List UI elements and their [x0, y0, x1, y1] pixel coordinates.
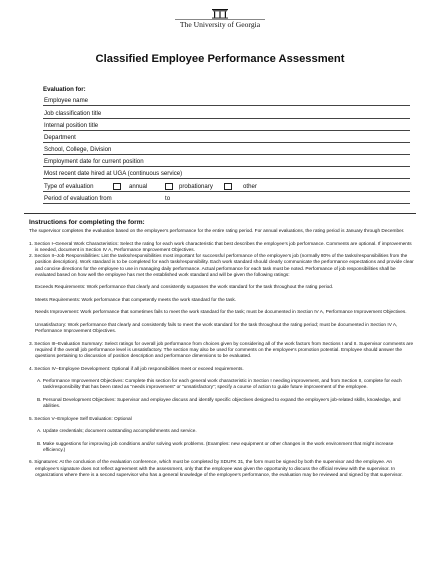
- period-to-label: to: [165, 195, 171, 202]
- school-college-label: School, College, Division: [44, 146, 112, 153]
- annual-checkbox[interactable]: [113, 183, 121, 190]
- instruction-section-1: 1. Section I–General Work Characteristics: Select the rating for each work characteristic that best describes the employee’s job performance. Comments are optional. If improvements is needed, document in Section IV A, Performance Improvement Objectives.: [29, 241, 412, 253]
- instruction-section-5b: B. Make suggestions for improving job conditions and/or solving work problems. (Examples: new equipment or other changes in the work environment that might increase efficiency.): [37, 441, 394, 453]
- other-option-label: other: [243, 183, 257, 190]
- instruction-section-2: 2. Section II–Job Responsibilities: List the tasks/responsibilities most important for successful performance of the employee’s job (normally 80% of the tasks/responsibilities from the position description). Work standard is to be completed for each task/responsibility. Each work standard should clearly communicate the performance expectations and provide clear and concise directions for the employee to use in managing daily performance. Actual performance for each task must be noted. Performance of job responsibilities shall be evaluated based on how well the employee has met the established work standard and will be given the following ratings:: [29, 254, 414, 278]
- hire-date-field[interactable]: [43, 178, 410, 179]
- other-checkbox[interactable]: [224, 183, 232, 190]
- hire-date-label: Most recent date hired at UGA (continuous service): [44, 170, 183, 177]
- job-classification-field[interactable]: [43, 118, 410, 119]
- instruction-section-5a: A. Update credentials; document outstanding accomplishments and service.: [37, 429, 197, 434]
- department-field[interactable]: [43, 142, 410, 143]
- internal-position-field[interactable]: [43, 130, 410, 131]
- period-field[interactable]: [43, 203, 410, 204]
- period-from-label: Period of evaluation from: [44, 195, 112, 202]
- instruction-section-4a: A. Performance Improvement Objectives: Complete this section for each general work characteristic in Section I needing improvement, and from Section II, complete for each task/responsibility that has been rated as “needs improvement” or “unsatisfactory”; specify a course of action to guide future improvement of the employee.: [37, 379, 402, 391]
- instruction-section-3: 3. Section III–Evaluation Summary: Select ratings for overall job performance from choices given by considering all of the work factors from Sections I and II. Supervisor comments are required if the overall job performance level is unsatisfactory. The section may also be used for comments on the employee’s promotion potential. Employee should answer the questions pertaining to discussion of position description and performance dimensions to be evaluated.: [29, 341, 414, 359]
- instructions-intro: The supervisor completes the evaluation based on the employee’s performance for the entire rating period. For annual evaluations, the rating period is January through December.: [29, 229, 405, 234]
- university-logo: [172, 8, 268, 30]
- probationary-checkbox[interactable]: [165, 183, 173, 190]
- annual-option-label: annual: [129, 183, 148, 190]
- instructions-heading: Instructions for completing the form:: [29, 219, 145, 226]
- page-title: Classified Employee Performance Assessment: [95, 53, 345, 65]
- department-label: Department: [44, 134, 76, 141]
- rating-unsatisfactory: Unsatisfactory: Work performance that clearly and consistently fails to meet the work standard for the task throughout the rating period; must be documented in Section IV A, Performance Improvement Objectives.: [35, 322, 398, 334]
- internal-position-label: Internal position title: [44, 122, 99, 129]
- evaluation-for-label: Evaluation for:: [43, 86, 86, 93]
- rating-exceeds: Exceeds Requirements: Work performance that clearly and consistently surpasses the work standard for the task throughout the rating period.: [35, 285, 334, 291]
- school-college-field[interactable]: [43, 154, 410, 155]
- evaluation-type-rule: [43, 191, 410, 192]
- university-name: The University of Georgia: [179, 20, 261, 29]
- instructions-body: [29, 229, 414, 479]
- employment-date-field[interactable]: [43, 166, 410, 167]
- employee-name-label: Employee name: [44, 97, 89, 104]
- instruction-section-4: 4. Section IV–Employee Development: Optional if all job responsibilities meet or exceed requirements.: [29, 366, 244, 372]
- employee-name-field[interactable]: [43, 105, 410, 106]
- probationary-option-label: probationary: [179, 183, 213, 190]
- rating-meets: Meets Requirements: Work performance that competently meets the work standard for the task.: [35, 297, 237, 303]
- instruction-section-6: 6. Signatures: At the conclusion of the evaluation conference, which must be completed by SDUFK 31, the form must be signed by both the supervisor and the employee. An employee’s signature does not reflect agreement with the assessment, only that the employee was given the opportunity to discuss the official review with the supervisor. In organizations where there is a second supervisor who has a general knowledge of the employee’s performance, the evaluation may be reviewed and signed by that supervisor.: [29, 460, 403, 478]
- section-divider: [24, 213, 416, 214]
- rating-needs-improvement: Needs Improvement: Work performance that sometimes fails to meet the work standard for the task; must be documented in Section IV A, Performance Improvement Objectives.: [35, 310, 407, 316]
- job-classification-label: Job classification title: [44, 110, 102, 117]
- type-of-evaluation-label: Type of evaluation: [44, 183, 94, 190]
- instruction-section-4b: B. Personal Development Objectives: Supervisor and employee discuss and identify specific objectives designed to expand the employee’s job-related skills, knowledge, and abilities.: [37, 397, 401, 409]
- employment-date-label: Employment date for current position: [44, 158, 144, 165]
- instruction-section-5: 5. Section V–Employee Self Evaluation: Optional: [29, 416, 132, 422]
